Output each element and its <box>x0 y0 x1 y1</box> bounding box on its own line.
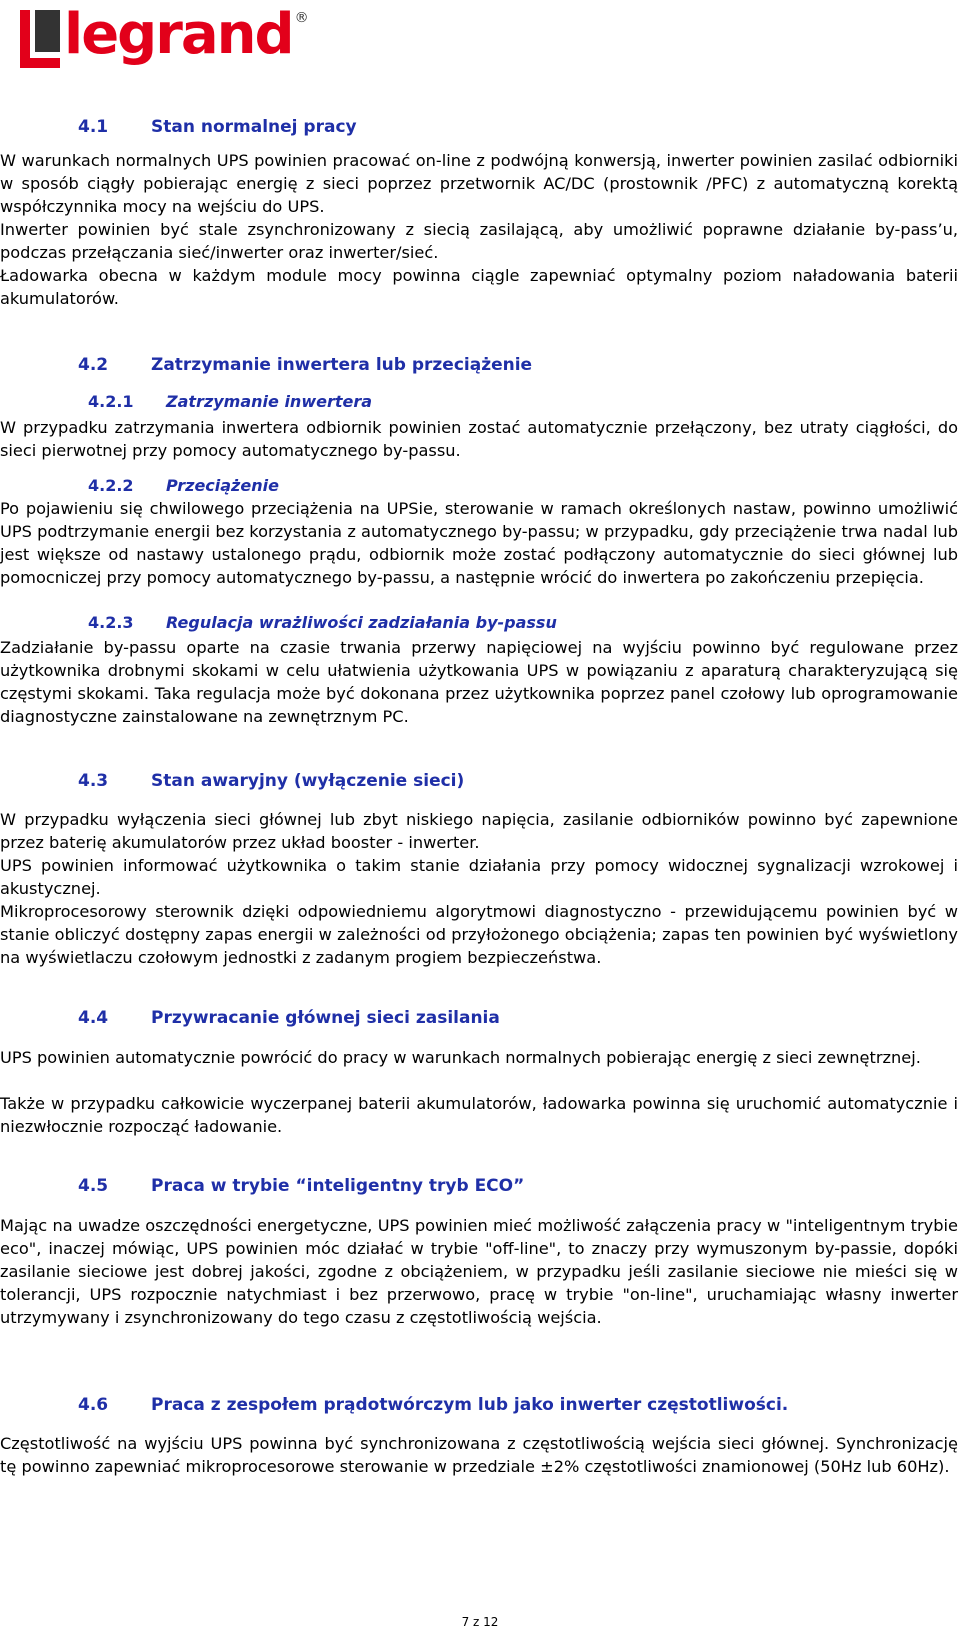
section-4-2-heading: 4.2 Zatrzymanie inwertera lub przeciążenie <box>78 355 533 375</box>
paragraph: W przypadku wyłączenia sieci głównej lub zbyt niskiego napięcia, zasilanie odbiorników powinno być zapewnione przez baterię akumulatorów przez układ booster - inwerter. <box>0 810 958 852</box>
section-4-2-1-heading: 4.2.1 Zatrzymanie inwertera <box>88 392 373 411</box>
page-number: 7 z 12 <box>461 1615 499 1629</box>
section-4-4-heading: 4.4 Przywracanie głównej sieci zasilania <box>78 1008 500 1028</box>
paragraph: W warunkach normalnych UPS powinien pracować on-line z podwójną konwersją, inwerter powinien zasilać odbiorniki w sposób ciągły pobierając energię z sieci poprzez przetwornik AC/DC (prostownik /PFC) z automatyczną korektą współczynnika mocy na wejściu do UPS. <box>0 151 958 216</box>
legrand-logo <box>20 2 309 70</box>
paragraph: Częstotliwość na wyjściu UPS powinna być synchronizowana z częstotliwością wejścia sieci głównej. Synchronizację tę powinno zapewniać mikroprocesorowe sterowanie w przedziale ±2% częstotliwości znamionowej (50Hz lub 60Hz). <box>0 1434 958 1476</box>
paragraph: Zadziałanie by-passu oparte na czasie trwania przerwy napięciowej na wyjściu powinno być regulowane przez użytkownika drobnymi skokami w celu ułatwienia użytkowania UPS w powiązaniu z aparaturą charakteryzującą się częstymi skokami. Taka regulacja może być dokonana przez użytkownika poprzez panel czołowy lub oprogramowanie diagnostyczne zainstalowane na zewnętrznym PC. <box>0 638 958 726</box>
paragraph: Ładowarka obecna w każdym module mocy powinna ciągle zapewniać optymalny poziom naładowania baterii akumulatorów. <box>0 266 958 308</box>
paragraph: Także w przypadku całkowicie wyczerpanej baterii akumulatorów, ładowarka powinna się uruchomić automatycznie i niezwłocznie rozpocząć ładowanie. <box>0 1094 958 1136</box>
paragraph: UPS powinien informować użytkownika o takim stanie działania przy pomocy widocznej sygnalizacji wzrokowej i akustycznej. <box>0 856 958 898</box>
legrand-logo-mark <box>20 10 60 68</box>
section-4-3-heading: 4.3 Stan awaryjny (wyłączenie sieci) <box>78 771 465 791</box>
paragraph: UPS powinien automatycznie powrócić do pracy w warunkach normalnych pobierając energię z sieci zewnętrznej. <box>0 1048 921 1067</box>
section-4-5-heading: 4.5 Praca w trybie “inteligentny tryb ECO” <box>78 1176 525 1196</box>
paragraph: Mając na uwadze oszczędności energetyczne, UPS powinien mieć możliwość załączenia pracy w "inteligentnym trybie eco", inaczej mówiąc, UPS powinien móc działać w trybie "off-line", to znaczy przy wymuszonym by-passie, dopóki zasilanie sieciowe jest dobrej jakości, zgodne z obciążeniem, w przypadku jeśli zasilanie sieciowe nie mieści się w tolerancji, UPS rozpocznie natychmiast i bez przerwowo, pracę w trybie "on-line", uruchamiając własny inwerter utrzymywany i zsynchronizowany do tego czasu z częstotliwością wejścia. <box>0 1216 958 1327</box>
paragraph: Po pojawieniu się chwilowego przeciążenia na UPSie, sterowanie w ramach określonych nastaw, powinno umożliwić UPS podtrzymanie energii bez korzystania z automatycznego by-passu; w przypadku, gdy przeciążenie trwa nadal lub jest większe od nastawy ustalonego prądu, odbiornik może zostać podłączony automatycznie do sieci głównej lub pomocniczej przy pomocy automatycznego by-passu, a następnie wrócić do inwertera po zakończeniu przepięcia. <box>0 499 958 587</box>
registered-mark: ® <box>294 10 309 26</box>
section-4-2-2-heading: 4.2.2 Przeciążenie <box>88 476 279 495</box>
logo-wordmark: legrand <box>64 2 293 67</box>
paragraph: Mikroprocesorowy sterownik dzięki odpowiedniemu algorytmowi diagnostyczno - przewidującemu powinien być w stanie obliczyć dostępny zapas energii w zależności od przyłożonego obciążenia; zapas ten powinien być wyświetlony na wyświetlaczu czołowym jednostki z zadanym progiem bezpieczeństwa. <box>0 902 958 967</box>
paragraph: Inwerter powinien być stale zsynchronizowany z siecią zasilającą, aby umożliwić poprawne działanie by-pass’u, podczas przełączania sieć/inwerter oraz inwerter/sieć. <box>0 220 958 262</box>
section-4-6-heading: 4.6 Praca z zespołem prądotwórczym lub jako inwerter częstotliwości. <box>78 1395 789 1415</box>
section-4-1-heading: 4.1 Stan normalnej pracy <box>78 117 357 137</box>
section-4-2-3-heading: 4.2.3 Regulacja wrażliwości zadziałania by-passu <box>88 613 557 632</box>
paragraph: W przypadku zatrzymania inwertera odbiornik powinien zostać automatycznie przełączony, bez utraty ciągłości, do sieci pierwotnej przy pomocy automatycznego by-passu. <box>0 418 958 460</box>
